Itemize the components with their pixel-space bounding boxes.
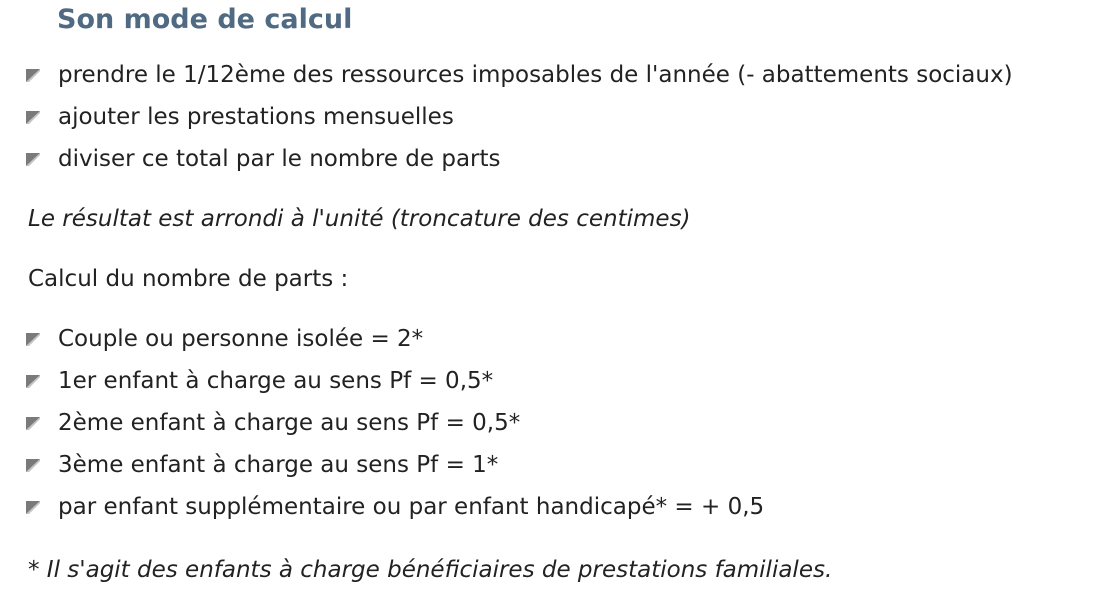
step-text: ajouter les prestations mensuelles <box>58 104 454 130</box>
triangle-bullet-icon <box>26 500 40 514</box>
section-title: Son mode de calcul <box>57 4 353 35</box>
part-text: Couple ou personne isolée = 2* <box>58 326 424 352</box>
triangle-bullet-icon <box>26 416 40 430</box>
triangle-bullet-icon <box>26 332 40 346</box>
parts-heading: Calcul du nombre de parts : <box>28 266 349 292</box>
part-text: 2ème enfant à charge au sens Pf = 0,5* <box>58 410 521 436</box>
step-text: diviser ce total par le nombre de parts <box>58 146 501 172</box>
part-text: 1er enfant à charge au sens Pf = 0,5* <box>58 368 494 394</box>
part-text: par enfant supplémentaire ou par enfant handicapé* = + 0,5 <box>58 494 765 520</box>
triangle-bullet-icon <box>26 374 40 388</box>
part-text: 3ème enfant à charge au sens Pf = 1* <box>58 452 499 478</box>
step-text: prendre le 1/12ème des ressources imposables de l'année (- abattements sociaux) <box>58 62 1013 88</box>
rounding-note: Le résultat est arrondi à l'unité (troncature des centimes) <box>28 206 691 232</box>
footnote: * Il s'agit des enfants à charge bénéficiaires de prestations familiales. <box>28 557 833 583</box>
triangle-bullet-icon <box>26 68 40 82</box>
triangle-bullet-icon <box>26 458 40 472</box>
triangle-bullet-icon <box>26 152 40 166</box>
triangle-bullet-icon <box>26 110 40 124</box>
